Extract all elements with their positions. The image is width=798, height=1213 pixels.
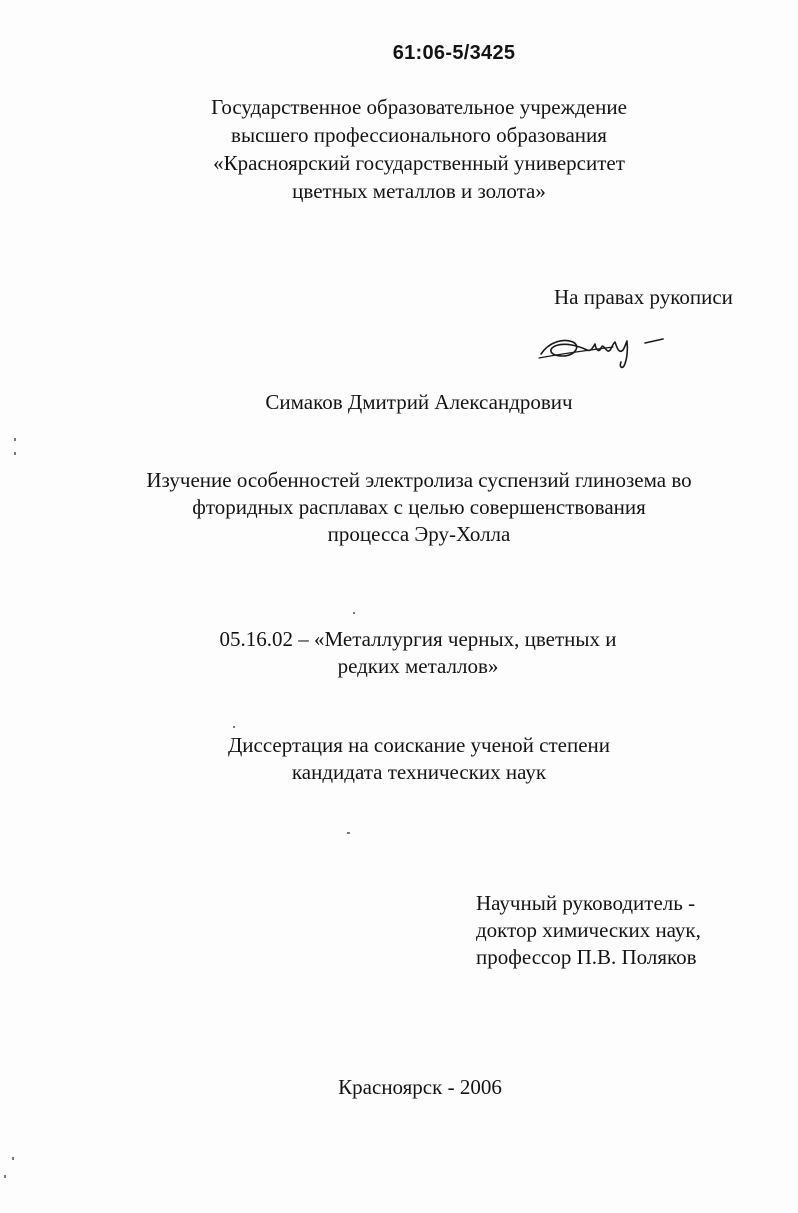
author-signature: [535, 320, 680, 370]
supervisor-line: профессор П.В. Поляков: [476, 945, 697, 969]
supervisor-line: доктор химических наук,: [476, 918, 701, 942]
institution-line: цветных металлов и золота»: [292, 179, 546, 203]
scan-speck: [14, 438, 16, 441]
scan-speck: [12, 1157, 14, 1160]
scan-speck: [14, 452, 16, 455]
institution-line: высшего профессионального образования: [231, 123, 607, 147]
institution-line: «Красноярский государственный университет: [213, 151, 625, 175]
scan-speck: [4, 1175, 6, 1178]
degree-line: кандидата технических наук: [291, 760, 547, 784]
institution-line: Государственное образовательное учреждение: [211, 95, 627, 119]
author-name: Симаков Дмитрий Александрович: [265, 390, 573, 414]
scan-speck: [347, 832, 350, 834]
degree-line: Диссертация на соискание ученой степени: [227, 733, 611, 757]
scan-speck: [353, 612, 355, 614]
title-line: процесса Эру-Холла: [327, 522, 511, 546]
title-line: Изучение особенностей электролиза суспензий глинозема во: [146, 468, 692, 492]
specialty-line: редких металлов»: [337, 654, 499, 678]
supervisor-line: Научный руководитель -: [476, 891, 696, 915]
registration-code: 61:06-5/3425: [392, 42, 516, 64]
manuscript-note: На правах рукописи: [554, 285, 733, 309]
title-line: фторидных расплавах с целью совершенствования: [192, 495, 646, 519]
scan-speck: [233, 726, 235, 728]
city-year: Красноярск - 2006: [338, 1075, 502, 1099]
specialty-line: 05.16.02 – «Металлургия черных, цветных и: [219, 627, 617, 651]
